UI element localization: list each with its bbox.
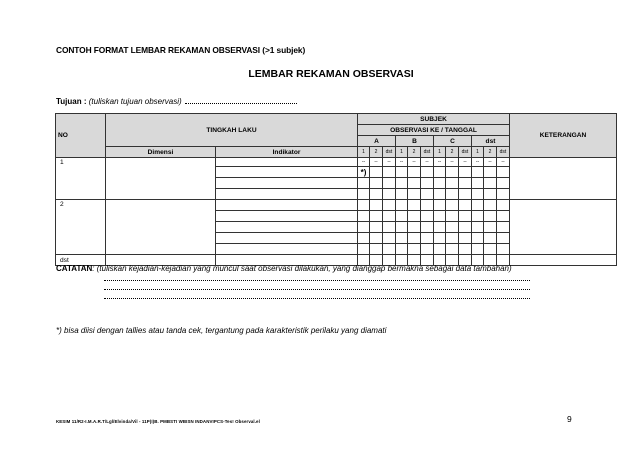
obs-cell[interactable]: [484, 167, 497, 178]
subject-a-header: A: [358, 136, 396, 147]
obs-cell[interactable]: [459, 244, 472, 255]
obs-cell[interactable]: [421, 211, 434, 222]
tally-note-mark: *): [358, 167, 370, 178]
obs-cell[interactable]: [358, 211, 370, 222]
dash-cell: --: [446, 158, 459, 167]
row-number: dst: [56, 255, 106, 266]
obs-cell[interactable]: [434, 167, 446, 178]
obs-cell[interactable]: [370, 200, 383, 211]
sub-col-header: 2: [446, 147, 459, 158]
subject-dst-header: dst: [472, 136, 510, 147]
obs-cell[interactable]: [459, 178, 472, 189]
obs-cell[interactable]: [408, 211, 421, 222]
obs-cell[interactable]: [484, 189, 497, 200]
obs-cell[interactable]: [472, 178, 484, 189]
obs-cell[interactable]: [421, 178, 434, 189]
dimensi-header: Dimensi: [106, 147, 216, 158]
obs-cell[interactable]: [497, 244, 510, 255]
tujuan-hint: (tuliskan tujuan observasi): [88, 97, 182, 106]
obs-cell[interactable]: [446, 167, 459, 178]
obs-cell[interactable]: [370, 211, 383, 222]
obs-cell[interactable]: [472, 211, 484, 222]
dash-cell: --: [370, 158, 383, 167]
obs-cell[interactable]: [446, 211, 459, 222]
tujuan-line: [56, 96, 297, 106]
sub-col-header: dst: [383, 147, 396, 158]
obs-cell[interactable]: [459, 167, 472, 178]
obs-cell[interactable]: [446, 200, 459, 211]
sub-col-header: 2: [408, 147, 421, 158]
sub-col-header: dst: [421, 147, 434, 158]
obs-cell[interactable]: [446, 233, 459, 244]
obs-cell[interactable]: [446, 222, 459, 233]
obs-cell[interactable]: [484, 233, 497, 244]
obs-cell[interactable]: [472, 167, 484, 178]
obs-cell[interactable]: [421, 222, 434, 233]
dimensi-cell[interactable]: [106, 200, 216, 255]
obs-cell[interactable]: [484, 178, 497, 189]
indikator-cell[interactable]: [216, 178, 358, 189]
sub-col-header: 1: [396, 147, 408, 158]
obs-cell[interactable]: [383, 167, 396, 178]
dash-cell: --: [459, 158, 472, 167]
obs-cell[interactable]: [459, 211, 472, 222]
obs-cell[interactable]: [370, 167, 383, 178]
catatan-line: [56, 264, 512, 273]
obs-cell[interactable]: [459, 222, 472, 233]
footnote: *) bisa diisi dengan tallies atau tanda cek, tergantung pada karakteristik perilaku yang diamati: [56, 326, 387, 335]
indikator-cell[interactable]: [216, 158, 358, 167]
obs-cell[interactable]: [408, 189, 421, 200]
indikator-header: Indikator: [216, 147, 358, 158]
obs-cell[interactable]: [396, 189, 408, 200]
indikator-cell[interactable]: [216, 200, 358, 211]
sub-col-header: 2: [484, 147, 497, 158]
dash-cell: --: [396, 158, 408, 167]
obs-cell[interactable]: [396, 211, 408, 222]
obs-cell[interactable]: [421, 200, 434, 211]
sub-col-header: dst: [459, 147, 472, 158]
sub-col-header: dst: [497, 147, 510, 158]
obs-cell[interactable]: [370, 178, 383, 189]
obs-cell[interactable]: [383, 233, 396, 244]
obs-cell[interactable]: [497, 222, 510, 233]
obs-cell[interactable]: [370, 222, 383, 233]
obs-cell[interactable]: [383, 211, 396, 222]
page-number: 9: [567, 414, 572, 424]
obs-cell[interactable]: [472, 244, 484, 255]
obs-cell[interactable]: [383, 178, 396, 189]
obs-cell[interactable]: [497, 167, 510, 178]
sub-col-header: 1: [472, 147, 484, 158]
indikator-cell[interactable]: [216, 222, 358, 233]
obs-cell[interactable]: [396, 178, 408, 189]
no-header: NO: [56, 114, 106, 158]
obs-cell[interactable]: [472, 222, 484, 233]
keterangan-cell[interactable]: [510, 200, 617, 255]
dash-cell: --: [421, 158, 434, 167]
obs-cell[interactable]: [434, 189, 446, 200]
obs-cell[interactable]: [358, 189, 370, 200]
obs-cell[interactable]: [497, 200, 510, 211]
catatan-hint: : (tuliskan kejadian-kejadian yang muncul saat observasi dilakukan, yang dianggap bermakna sebagai data tambahan): [92, 264, 512, 273]
obs-cell[interactable]: [408, 167, 421, 178]
catatan-fill-line: [104, 280, 530, 281]
obs-cell[interactable]: [383, 200, 396, 211]
obs-cell[interactable]: [459, 200, 472, 211]
dash-cell: --: [472, 158, 484, 167]
obs-cell[interactable]: [484, 244, 497, 255]
sub-col-header: 2: [370, 147, 383, 158]
obs-cell[interactable]: [408, 222, 421, 233]
indikator-cell[interactable]: [216, 244, 358, 255]
obs-cell[interactable]: [370, 233, 383, 244]
obs-cell[interactable]: [408, 233, 421, 244]
obs-cell[interactable]: [484, 200, 497, 211]
catatan-fill-line: [104, 289, 530, 290]
row-number: 2: [56, 200, 106, 255]
obs-cell[interactable]: [358, 200, 370, 211]
keterangan-header: KETERANGAN: [510, 114, 617, 158]
tujuan-fill-line: [185, 96, 297, 104]
obs-cell[interactable]: [472, 200, 484, 211]
obs-cell[interactable]: [497, 189, 510, 200]
obs-cell[interactable]: [472, 189, 484, 200]
obs-cell[interactable]: [396, 167, 408, 178]
document-heading: CONTOH FORMAT LEMBAR REKAMAN OBSERVASI (>1 subjek): [56, 45, 306, 55]
dash-cell: --: [434, 158, 446, 167]
obs-cell[interactable]: [497, 178, 510, 189]
indikator-cell[interactable]: [216, 211, 358, 222]
obs-cell[interactable]: [408, 178, 421, 189]
dimensi-cell[interactable]: [106, 158, 216, 200]
obs-cell[interactable]: [396, 222, 408, 233]
obs-cell[interactable]: [358, 178, 370, 189]
obs-cell[interactable]: [434, 233, 446, 244]
obs-cell[interactable]: [396, 233, 408, 244]
obs-cell[interactable]: [459, 189, 472, 200]
obs-cell[interactable]: [434, 211, 446, 222]
obs-cell[interactable]: [472, 233, 484, 244]
keterangan-cell[interactable]: [510, 158, 617, 200]
obs-cell[interactable]: [370, 189, 383, 200]
obs-cell[interactable]: [497, 211, 510, 222]
obs-cell[interactable]: [383, 244, 396, 255]
obs-cell[interactable]: [383, 222, 396, 233]
indikator-cell[interactable]: [216, 233, 358, 244]
page-title: LEMBAR REKAMAN OBSERVASI: [248, 68, 414, 80]
indikator-cell[interactable]: [216, 167, 358, 178]
subject-c-header: C: [434, 136, 472, 147]
obs-cell[interactable]: [446, 244, 459, 255]
catatan-label: CATATAN: [56, 264, 93, 273]
obs-cell[interactable]: [358, 244, 370, 255]
sub-col-header: 1: [358, 147, 370, 158]
obs-cell[interactable]: [370, 244, 383, 255]
obs-cell[interactable]: [396, 200, 408, 211]
obs-cell[interactable]: [446, 189, 459, 200]
obs-cell[interactable]: [434, 244, 446, 255]
obs-cell[interactable]: [408, 200, 421, 211]
dash-cell: --: [408, 158, 421, 167]
subjek-header: SUBJEK: [358, 114, 510, 125]
obs-cell[interactable]: [396, 244, 408, 255]
observasi-header: OBSERVASI KE / TANGGAL: [358, 125, 510, 136]
dash-cell: --: [484, 158, 497, 167]
dash-cell: --: [383, 158, 396, 167]
obs-cell[interactable]: [497, 233, 510, 244]
sub-col-header: 1: [434, 147, 446, 158]
observation-table: [55, 113, 617, 266]
catatan-fill-line: [104, 298, 530, 299]
tingkah-laku-header: TINGKAH LAKU: [106, 114, 358, 147]
obs-cell[interactable]: [421, 189, 434, 200]
obs-cell[interactable]: [358, 222, 370, 233]
dash-cell: --: [497, 158, 510, 167]
subject-b-header: B: [396, 136, 434, 147]
obs-cell[interactable]: [421, 233, 434, 244]
obs-cell[interactable]: [421, 167, 434, 178]
obs-cell[interactable]: [446, 178, 459, 189]
obs-cell[interactable]: [434, 200, 446, 211]
obs-cell[interactable]: [484, 211, 497, 222]
keterangan-cell[interactable]: [510, 255, 617, 266]
row-number: 1: [56, 158, 106, 200]
obs-cell[interactable]: [459, 233, 472, 244]
obs-cell[interactable]: [383, 189, 396, 200]
obs-cell[interactable]: [408, 244, 421, 255]
obs-cell[interactable]: [434, 222, 446, 233]
obs-cell[interactable]: [358, 233, 370, 244]
obs-cell[interactable]: [434, 178, 446, 189]
dash-cell: --: [358, 158, 370, 167]
indikator-cell[interactable]: [216, 189, 358, 200]
obs-cell[interactable]: [484, 222, 497, 233]
footer-text: KESIM 11/R2-I.M.A.R.T/Lgl/Elvinda/Vil - 11P(I)B. PMBSTI WBISN INDANVIPCS-Tes! Observal.el: [56, 419, 260, 424]
obs-cell[interactable]: [421, 244, 434, 255]
tujuan-label: Tujuan :: [56, 97, 87, 106]
